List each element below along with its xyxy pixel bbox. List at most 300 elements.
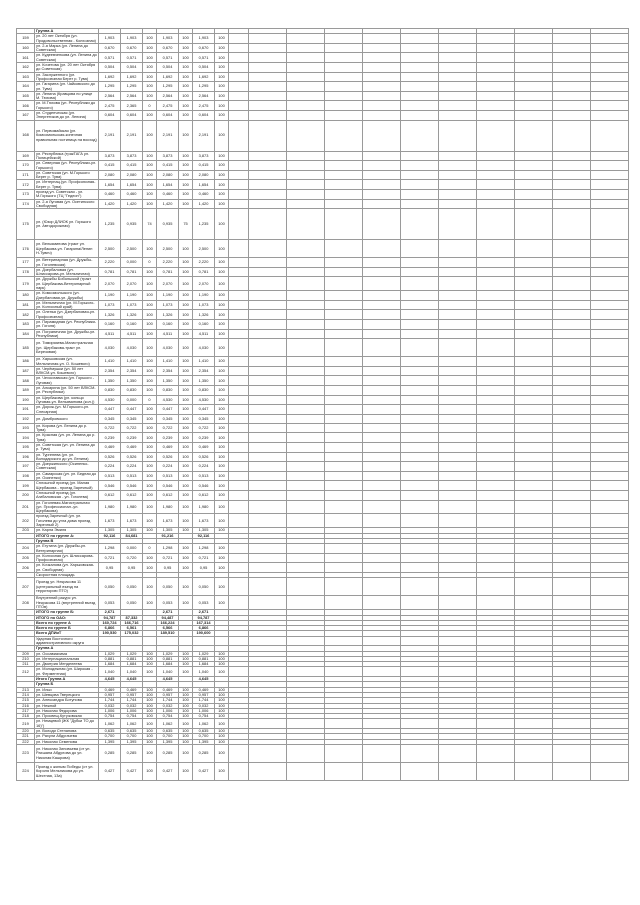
empty-cell (287, 190, 325, 200)
percent-planned: 100 (179, 500, 193, 514)
empty-cell (363, 170, 401, 180)
row-number: 177 (17, 258, 35, 268)
empty-cell (325, 291, 363, 301)
empty-cell (439, 320, 477, 330)
percent-done: 100 (143, 500, 157, 514)
length-accepted: 0,635 (193, 729, 215, 734)
empty-cell (515, 500, 553, 514)
empty-cell (591, 277, 629, 291)
empty-cell (439, 190, 477, 200)
empty-cell (477, 366, 515, 376)
empty-cell (249, 161, 287, 171)
row-number: 182 (17, 310, 35, 320)
length-accepted: 1,692 (193, 72, 215, 82)
percent-accepted: 100 (215, 180, 229, 190)
empty-cell (229, 199, 249, 209)
percent-done: 100 (143, 596, 157, 610)
length-total: 1,062 (99, 719, 121, 729)
empty-cell (477, 120, 515, 151)
percent-planned: 100 (179, 433, 193, 443)
length-planned: 1,295 (157, 82, 179, 92)
length-accepted: 1,980 (193, 500, 215, 514)
length-done: 0,447 (121, 405, 143, 415)
percent-accepted: 100 (215, 240, 229, 258)
percent-accepted: 100 (215, 596, 229, 610)
length-planned: 1,654 (157, 180, 179, 190)
empty-cell (363, 636, 401, 646)
length-accepted: 0,469 (193, 687, 215, 692)
length-planned: 1,692 (157, 72, 179, 82)
empty-cell (439, 329, 477, 339)
empty-cell (553, 310, 591, 320)
empty-cell (287, 490, 325, 500)
empty-cell (325, 180, 363, 190)
empty-cell (591, 43, 629, 53)
percent-done: 100 (143, 662, 157, 667)
length-accepted: 4,645 (193, 677, 215, 682)
length-total: 2,475 (99, 101, 121, 111)
empty-cell (325, 258, 363, 268)
empty-cell (553, 72, 591, 82)
length-done: 0,224 (121, 462, 143, 472)
empty-cell (515, 180, 553, 190)
length-accepted: 0,427 (193, 762, 215, 780)
street-name: ул. Николая Зиновьева (от ул. Рахшана Абдулова до ул. Николая Кашрова) (35, 744, 99, 762)
length-planned: 1,073 (157, 300, 179, 310)
empty-cell (325, 452, 363, 462)
empty-cell (401, 563, 439, 573)
empty-cell (229, 414, 249, 423)
length-done: 175,032 (121, 631, 143, 636)
length-done: 0,720 (121, 553, 143, 563)
length-accepted: 1,006 (193, 708, 215, 713)
percent-planned: 100 (179, 553, 193, 563)
length-done: 2,354 (121, 366, 143, 376)
length-accepted: 0,722 (193, 423, 215, 433)
empty-cell (591, 481, 629, 491)
percent-done: 100 (143, 719, 157, 729)
empty-cell (477, 744, 515, 762)
percent-accepted: 100 (215, 339, 229, 357)
percent-accepted: 100 (215, 300, 229, 310)
empty-cell (287, 471, 325, 481)
length-planned: 0,513 (157, 471, 179, 481)
empty-cell (287, 240, 325, 258)
length-planned: 0,526 (157, 452, 179, 462)
length-done: 0,239 (121, 433, 143, 443)
length-done: 6,561 (121, 626, 143, 631)
empty-cell (325, 190, 363, 200)
street-name: ул. Дзержинского (Осипенко-Советская) (35, 462, 99, 472)
street-name: ул. Тимирязева-Магистральная (ул. Щербакова-тракт ул. Березовая) (35, 339, 99, 357)
street-name: ул. Красная (ул. ул. Ленина до р. Тува) (35, 433, 99, 443)
empty-cell (591, 405, 629, 415)
street-name: Всего по группе Б (35, 626, 99, 631)
percent-accepted: 100 (215, 111, 229, 121)
empty-cell (591, 578, 629, 596)
empty-cell (229, 500, 249, 514)
empty-cell (229, 667, 249, 677)
length-accepted: 0,612 (193, 490, 215, 500)
empty-cell (401, 596, 439, 610)
length-accepted: 1,305 (193, 528, 215, 533)
length-total: 0,635 (99, 729, 121, 734)
percent-planned: 100 (179, 190, 193, 200)
percent-accepted: 100 (215, 462, 229, 472)
empty-cell (229, 443, 249, 453)
empty-cell (553, 636, 591, 646)
row-number: 189 (17, 386, 35, 396)
empty-cell (287, 277, 325, 291)
row-number: 206 (17, 563, 35, 573)
empty-cell (287, 209, 325, 240)
empty-cell (249, 277, 287, 291)
street-name: Ударная Восточного административного округа (35, 636, 99, 646)
row-number: 205 (17, 553, 35, 563)
length-total: 0,469 (99, 443, 121, 453)
percent-planned: 100 (179, 329, 193, 339)
table-row (17, 578, 629, 596)
length-planned: 94,487 (157, 615, 179, 620)
empty-cell (401, 291, 439, 301)
length-done (121, 636, 143, 646)
table-row (17, 500, 629, 514)
empty-cell (591, 762, 629, 780)
empty-cell (363, 514, 401, 528)
percent-done: 100 (143, 53, 157, 63)
empty-cell (249, 762, 287, 780)
length-accepted: 1,235 (193, 209, 215, 240)
table-row (17, 111, 629, 121)
empty-cell (439, 357, 477, 367)
empty-cell (439, 563, 477, 573)
length-planned: 0,546 (157, 481, 179, 491)
percent-done: 100 (143, 687, 157, 692)
row-number: 161 (17, 53, 35, 63)
empty-cell (515, 553, 553, 563)
street-name: ул. Комсомольского (ул. Дзербаловая-ул. Дружбы) (35, 291, 99, 301)
empty-cell (439, 667, 477, 677)
empty-cell (401, 91, 439, 101)
row-number: 223 (17, 744, 35, 762)
row-number: 194 (17, 433, 35, 443)
length-accepted: 0,460 (193, 190, 215, 200)
empty-cell (401, 111, 439, 121)
street-name: ул. Кирова (ул. Ленина до р. Тува) (35, 423, 99, 433)
empty-cell (591, 414, 629, 423)
empty-cell (553, 180, 591, 190)
length-done: 0,604 (121, 111, 143, 121)
empty-cell (363, 433, 401, 443)
row-number: 174 (17, 199, 35, 209)
empty-cell (325, 199, 363, 209)
percent-done: 100 (143, 120, 157, 151)
percent-accepted: 100 (215, 366, 229, 376)
empty-cell (553, 596, 591, 610)
row-number: 186 (17, 357, 35, 367)
street-name: ул. Нежной (35, 703, 99, 708)
length-planned: 0,447 (157, 405, 179, 415)
row-number: 159 (17, 34, 35, 44)
empty-cell (363, 471, 401, 481)
length-total: 1,744 (99, 698, 121, 703)
row-number: 210 (17, 656, 35, 661)
percent-accepted: 100 (215, 528, 229, 533)
empty-cell (363, 339, 401, 357)
empty-cell (401, 267, 439, 277)
percent-accepted: 100 (215, 471, 229, 481)
empty-cell (401, 544, 439, 554)
empty-cell (363, 481, 401, 491)
empty-cell (439, 267, 477, 277)
percent-done: 100 (143, 376, 157, 386)
empty-cell (477, 310, 515, 320)
empty-cell (229, 34, 249, 44)
percent-accepted: 100 (215, 190, 229, 200)
length-planned: 1,006 (157, 708, 179, 713)
length-total: 0,546 (99, 481, 121, 491)
length-planned: 91,216 (157, 533, 179, 538)
empty-cell (553, 500, 591, 514)
percent-done: 100 (143, 320, 157, 330)
street-name: ул. Вельяминова (тракт ул. Щербакова-ул. Гагарина/Ленин Н-Тувич) (35, 240, 99, 258)
row-number: 166 (17, 101, 35, 111)
length-total: 94,787 (99, 615, 121, 620)
empty-cell (249, 291, 287, 301)
empty-cell (515, 414, 553, 423)
row-number (17, 636, 35, 646)
empty-cell (287, 395, 325, 405)
percent-done: 100 (143, 490, 157, 500)
street-name: ул. Кудеевченкова (ул. Ленина до Советская) (36, 52, 97, 62)
percent-done: 100 (143, 703, 157, 708)
length-accepted: 0,546 (193, 481, 215, 491)
empty-cell (515, 300, 553, 310)
empty-cell (401, 72, 439, 82)
length-done: 1,006 (121, 708, 143, 713)
empty-cell (515, 405, 553, 415)
street-name: Группа А (35, 646, 99, 651)
percent-done: 100 (143, 729, 157, 734)
length-planned: 0,670 (157, 43, 179, 53)
empty-cell (249, 386, 287, 396)
row-number: 218 (17, 714, 35, 719)
empty-cell (591, 72, 629, 82)
empty-cell (553, 101, 591, 111)
empty-cell (477, 180, 515, 190)
street-name: проезд Заречный (ул. ул. Гоголева до угла дома проезд Заречный 2) (35, 514, 99, 528)
empty-cell (287, 258, 325, 268)
empty-cell (401, 376, 439, 386)
length-done: 166,716 (121, 620, 143, 625)
street-name: ул. Черёмушки (ул. 50 лет ВЛКСМ-ул. Кошевого) (35, 366, 99, 376)
empty-cell (591, 452, 629, 462)
length-planned: 2,475 (157, 101, 179, 111)
percent-planned: 100 (179, 111, 193, 121)
empty-cell (363, 667, 401, 677)
empty-cell (477, 43, 515, 53)
percent-done: 100 (143, 481, 157, 491)
length-planned: 1,673 (157, 514, 179, 528)
percent-accepted: 100 (215, 395, 229, 405)
empty-cell (287, 366, 325, 376)
percent-accepted: 100 (215, 578, 229, 596)
empty-cell (515, 329, 553, 339)
length-accepted: 92,116 (193, 533, 215, 538)
empty-cell (229, 423, 249, 433)
empty-cell (229, 320, 249, 330)
length-planned: 2,354 (157, 366, 179, 376)
length-total (99, 636, 121, 646)
street-name: ул. Мельничная (ул. М.Горького-ул. Колхозный край) (35, 300, 99, 310)
empty-cell (477, 277, 515, 291)
length-accepted: 0,513 (193, 471, 215, 481)
street-name: ул. Осоавиахима (35, 651, 99, 656)
percent-accepted: 100 (215, 687, 229, 692)
percent-done: 100 (143, 72, 157, 82)
length-accepted: 0,224 (193, 462, 215, 472)
empty-cell (363, 53, 401, 63)
length-total: 2,220 (99, 258, 121, 268)
empty-cell (591, 357, 629, 367)
street-name: ИТОГО по группе А: (35, 533, 99, 538)
length-planned: 1,980 (157, 500, 179, 514)
empty-cell (477, 490, 515, 500)
length-accepted: 0,285 (193, 744, 215, 762)
empty-cell (439, 310, 477, 320)
empty-cell (439, 120, 477, 151)
length-total: 0,754 (99, 714, 121, 719)
empty-cell (477, 443, 515, 453)
length-accepted: 3,873 (193, 151, 215, 161)
empty-cell (363, 190, 401, 200)
length-planned: 1,420 (157, 199, 179, 209)
percent-done: 100 (143, 656, 157, 661)
empty-cell (249, 414, 287, 423)
street-name: Группа Б (35, 682, 99, 687)
length-accepted: 0,670 (193, 43, 215, 53)
empty-cell (325, 481, 363, 491)
length-total: 2,671 (99, 610, 121, 615)
empty-cell (229, 300, 249, 310)
street-name: ул. Студенческая (ул. Энергетиков до ул. Ленина) (35, 111, 99, 121)
percent-accepted: 100 (215, 376, 229, 386)
empty-cell (591, 209, 629, 240)
street-name: ул. М.Тюхова (ул. Республики до Горького) (35, 101, 99, 111)
percent-planned: 100 (179, 471, 193, 481)
empty-cell (229, 339, 249, 357)
empty-cell (363, 452, 401, 462)
length-done: 0,700 (121, 734, 143, 739)
empty-cell (249, 544, 287, 554)
empty-cell (363, 120, 401, 151)
empty-cell (591, 719, 629, 729)
empty-cell (229, 636, 249, 646)
empty-cell (515, 101, 553, 111)
length-done: 1,684 (121, 662, 143, 667)
empty-cell (515, 43, 553, 53)
length-planned: 0,722 (157, 423, 179, 433)
percent-accepted: 100 (215, 452, 229, 462)
length-total: 1,073 (99, 300, 121, 310)
empty-cell (553, 53, 591, 63)
length-total: 0,447 (99, 405, 121, 415)
empty-cell (229, 151, 249, 161)
street-name: ул. Тургенева (ул. ул. Володарского до ул. Ленина) (35, 452, 99, 462)
length-total: 1,040 (99, 667, 121, 677)
empty-cell (553, 151, 591, 161)
length-total: 4,030 (99, 339, 121, 357)
length-done: 1,420 (121, 199, 143, 209)
length-accepted: 1,040 (193, 667, 215, 677)
percent-accepted: 100 (215, 698, 229, 703)
length-done: 4,645 (121, 677, 143, 682)
empty-cell (515, 471, 553, 481)
empty-cell (477, 101, 515, 111)
empty-cell (249, 199, 287, 209)
street-name: ул. Советская (ул. ул. Ленина до р. Тува) (35, 443, 99, 453)
empty-cell (287, 111, 325, 121)
empty-cell (515, 514, 553, 528)
empty-cell (515, 423, 553, 433)
length-planned: 1,684 (157, 662, 179, 667)
empty-cell (325, 63, 363, 73)
empty-cell (591, 291, 629, 301)
row-number: 192 (17, 414, 35, 423)
empty-cell (553, 43, 591, 53)
empty-cell (325, 563, 363, 573)
street-name: ИТОГО по группе Б: (35, 610, 99, 615)
length-done: 3,873 (121, 151, 143, 161)
empty-cell (325, 320, 363, 330)
percent-done: 100 (143, 578, 157, 596)
empty-cell (249, 636, 287, 646)
empty-cell (229, 209, 249, 240)
length-planned: 4,645 (157, 677, 179, 682)
street-name: ул. Ильи (35, 687, 99, 692)
empty-cell (591, 339, 629, 357)
empty-cell (515, 63, 553, 73)
length-done: 2,365 (121, 101, 143, 111)
length-done: 0,526 (121, 452, 143, 462)
empty-cell (553, 366, 591, 376)
table-row (17, 329, 629, 339)
percent-accepted: 100 (215, 423, 229, 433)
row-number: 222 (17, 739, 35, 744)
length-total: 1,350 (99, 376, 121, 386)
empty-cell (515, 366, 553, 376)
percent-accepted: 100 (215, 329, 229, 339)
empty-cell (249, 53, 287, 63)
percent-done: 100 (143, 180, 157, 190)
row-number: 212 (17, 667, 35, 677)
percent-planned: 100 (179, 43, 193, 53)
street-name: ул. Егутина (ул. Дружбы-ул. Ветеринарная) (35, 544, 99, 554)
length-total: 0,032 (99, 703, 121, 708)
table-row (17, 443, 629, 453)
percent-done: 100 (143, 714, 157, 719)
empty-cell (249, 320, 287, 330)
empty-cell (439, 719, 477, 729)
empty-cell (287, 481, 325, 491)
percent-planned: 100 (179, 34, 193, 44)
empty-cell (515, 111, 553, 121)
street-name: ул. Колхозная (ул. Шлиссарова-Профсоюзная) (35, 553, 99, 563)
empty-cell (553, 63, 591, 73)
table-row (17, 320, 629, 330)
empty-cell (401, 34, 439, 44)
length-accepted: 2,080 (193, 170, 215, 180)
